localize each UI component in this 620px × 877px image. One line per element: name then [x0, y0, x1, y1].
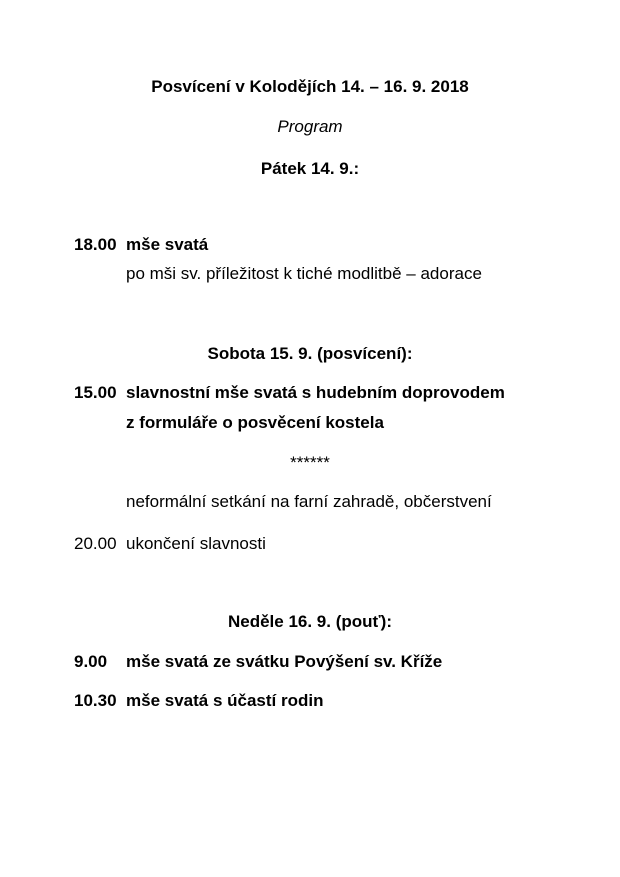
- sunday-item-text-2: mše svatá s účastí rodin: [126, 691, 324, 710]
- sunday-item-time-1: 9.00: [74, 652, 108, 671]
- sunday-item-time-2: 10.30: [74, 691, 117, 710]
- saturday-item-time: 15.00: [74, 383, 117, 402]
- sunday-item-text-1: mše svatá ze svátku Povýšení sv. Kříže: [126, 652, 443, 671]
- document-title: Posvícení v Kolodějích 14. – 16. 9. 2018: [151, 77, 469, 96]
- saturday-note-setkani: neformální setkání na farní zahradě, občerstvení: [126, 492, 492, 511]
- day-heading-sunday: Neděle 16. 9. (pouť):: [227, 612, 392, 631]
- friday-item-time: 18.00: [74, 235, 117, 254]
- friday-note: po mši sv. příležitost k tiché modlitbě – adorace: [126, 264, 482, 283]
- day-heading-saturday: Sobota 15. 9. (posvícení):: [207, 344, 413, 363]
- saturday-note-formular: z formuláře o posvěcení kostela: [126, 413, 384, 432]
- day-heading-friday: Pátek 14. 9.:: [260, 159, 360, 178]
- friday-item-text: mše svatá: [126, 235, 209, 254]
- saturday-end-time: 20.00: [74, 534, 117, 553]
- document-subtitle: Program: [277, 117, 343, 136]
- saturday-item-text: slavnostní mše svatá s hudebním doprovodem: [126, 383, 505, 402]
- separator-stars: ******: [290, 453, 330, 472]
- saturday-end-text: ukončení slavnosti: [126, 534, 266, 553]
